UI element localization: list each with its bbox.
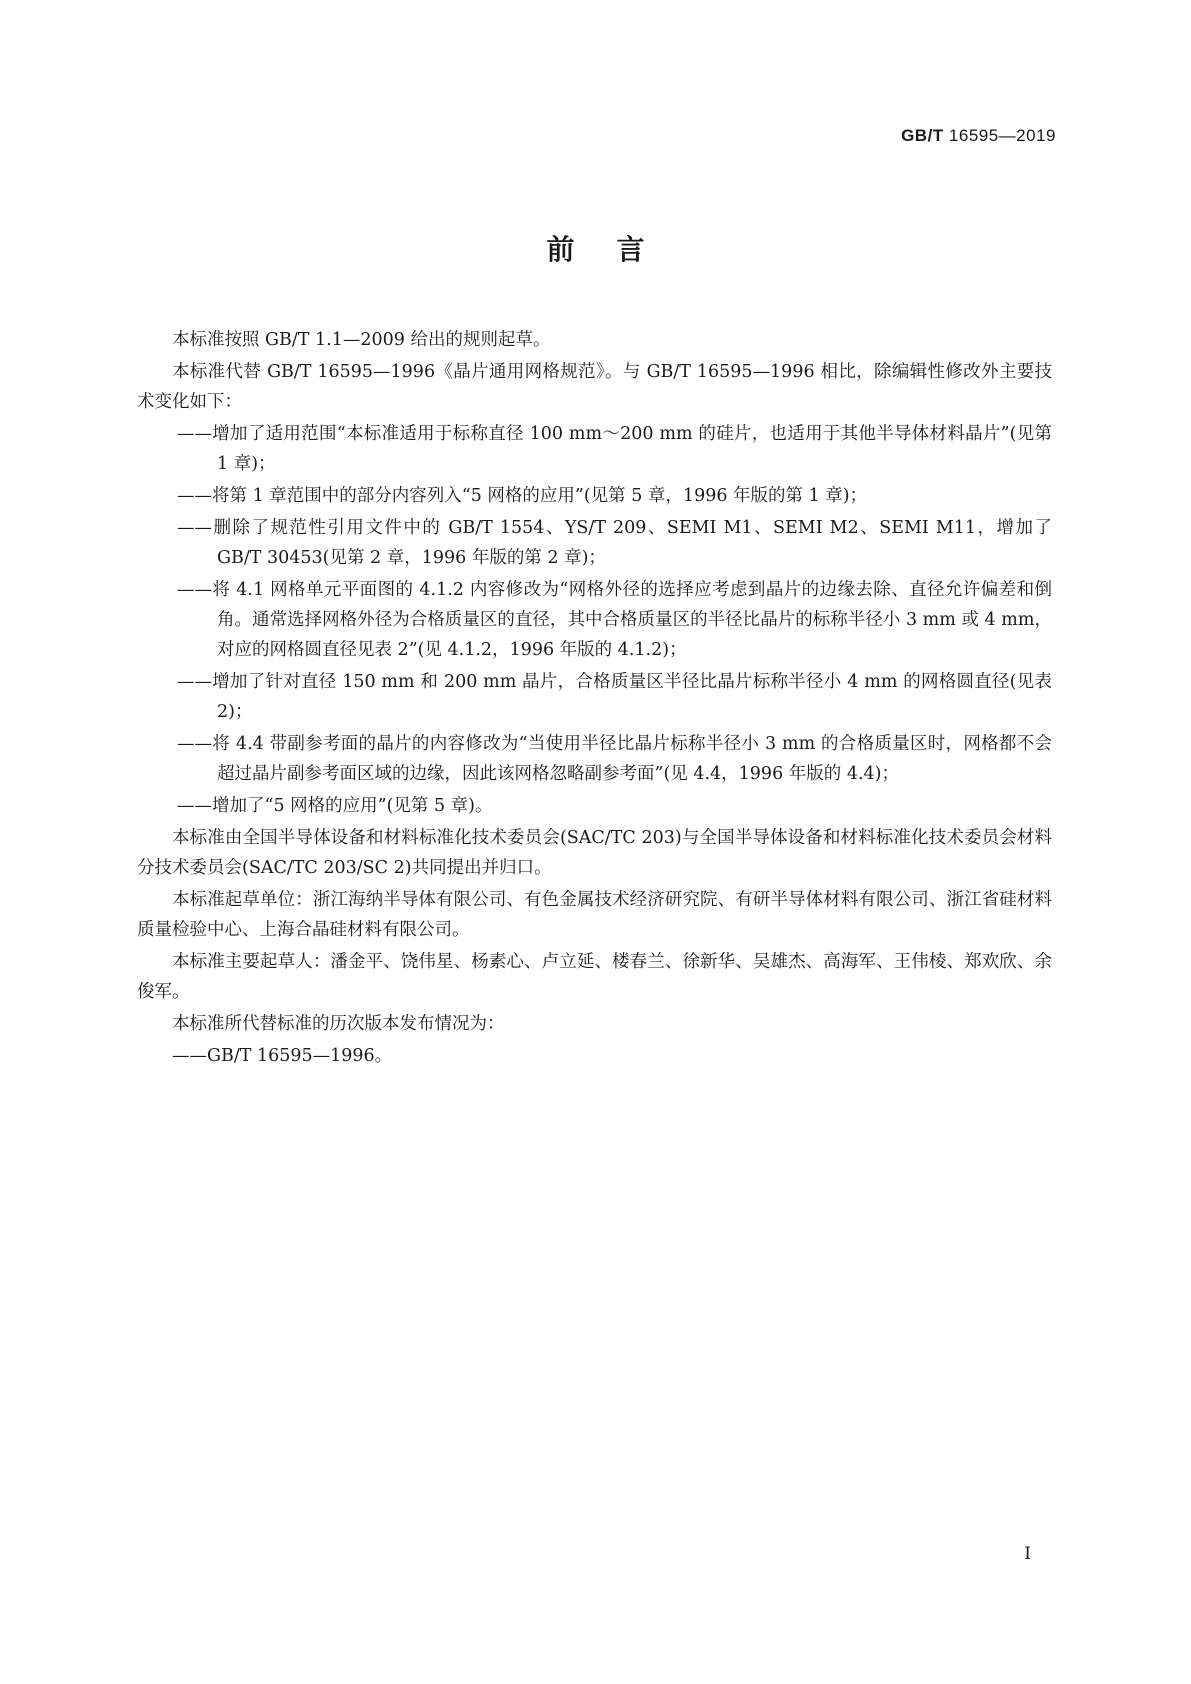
standard-prefix: GB/T [901, 126, 944, 145]
paragraph: 本标准主要起草人：潘金平、饶伟星、杨素心、卢立延、楼春兰、徐新华、吴雄杰、高海军、王伟棱、郑欢欣、余俊军。 [137, 952, 1052, 1002]
paragraph: 本标准代替 GB/T 16595—1996《晶片通用网格规范》。与 GB/T 16595—1996 相比，除编辑性修改外主要技术变化如下： [137, 362, 1052, 412]
page-number: I [1024, 1544, 1031, 1564]
paragraph: 本标准所代替标准的历次版本发布情况为： [172, 1014, 505, 1034]
paragraph: 本标准由全国半导体设备和材料标准化技术委员会(SAC/TC 203)与全国半导体设备和材料标准化技术委员会材料分技术委员会(SAC/TC 203/SC 2)共同提出并归口。 [137, 828, 1052, 878]
change-item: ——增加了针对直径 150 mm 和 200 mm 晶片，合格质量区半径比晶片标称半径小 4 mm 的网格圆直径(见表 2)； [177, 672, 1052, 722]
change-item: ——将第 1 章范围中的部分内容列入“5 网格的应用”(见第 5 章，1996 年版的第 1 章)； [177, 486, 868, 506]
paragraph: 本标准按照 GB/T 1.1—2009 给出的规则起草。 [172, 330, 551, 350]
change-item: ——增加了“5 网格的应用”(见第 5 章)。 [177, 796, 493, 816]
change-item: ——删除了规范性引用文件中的 GB/T 1554、YS/T 209、SEMI M1、SEMI M2、SEMI M11，增加了 GB/T 30453(见第 2 章，1996 年版的第 2 章)； [177, 518, 1052, 568]
standard-number: 16595—2019 [948, 126, 1056, 145]
standard-code [901, 126, 1056, 146]
foreword-body [137, 325, 1052, 1073]
change-item: ——将 4.4 带副参考面的晶片的内容修改为“当使用半径比晶片标称半径小 3 mm 的合格质量区时，网格都不会超过晶片副参考面区域的边缘，因此该网格忽略副参考面”(见 4.4，1996 年版的 4.4)； [177, 734, 1052, 784]
paragraph: 本标准起草单位：浙江海纳半导体有限公司、有色金属技术经济研究院、有研半导体材料有限公司、浙江省硅材料质量检验中心、上海合晶硅材料有限公司。 [137, 890, 1052, 940]
paragraph: ——GB/T 16595—1996。 [172, 1046, 393, 1066]
page-title: 前言 [546, 233, 687, 266]
change-item: ——将 4.1 网格单元平面图的 4.1.2 内容修改为“网格外径的选择应考虑到晶片的边缘去除、直径允许偏差和倒角。通常选择网格外径为合格质量区的直径，其中合格质量区的半径比晶片的标称半径小 3 mm 或 4 mm，对应的网格圆直径见表 2”(见 4.1.2，1996 年版的 4.1.2)； [177, 580, 1052, 660]
change-item: ——增加了适用范围“本标准适用于标称直径 100 mm～200 mm 的硅片，也适用于其他半导体材料晶片”(见第 1 章)； [177, 424, 1052, 474]
